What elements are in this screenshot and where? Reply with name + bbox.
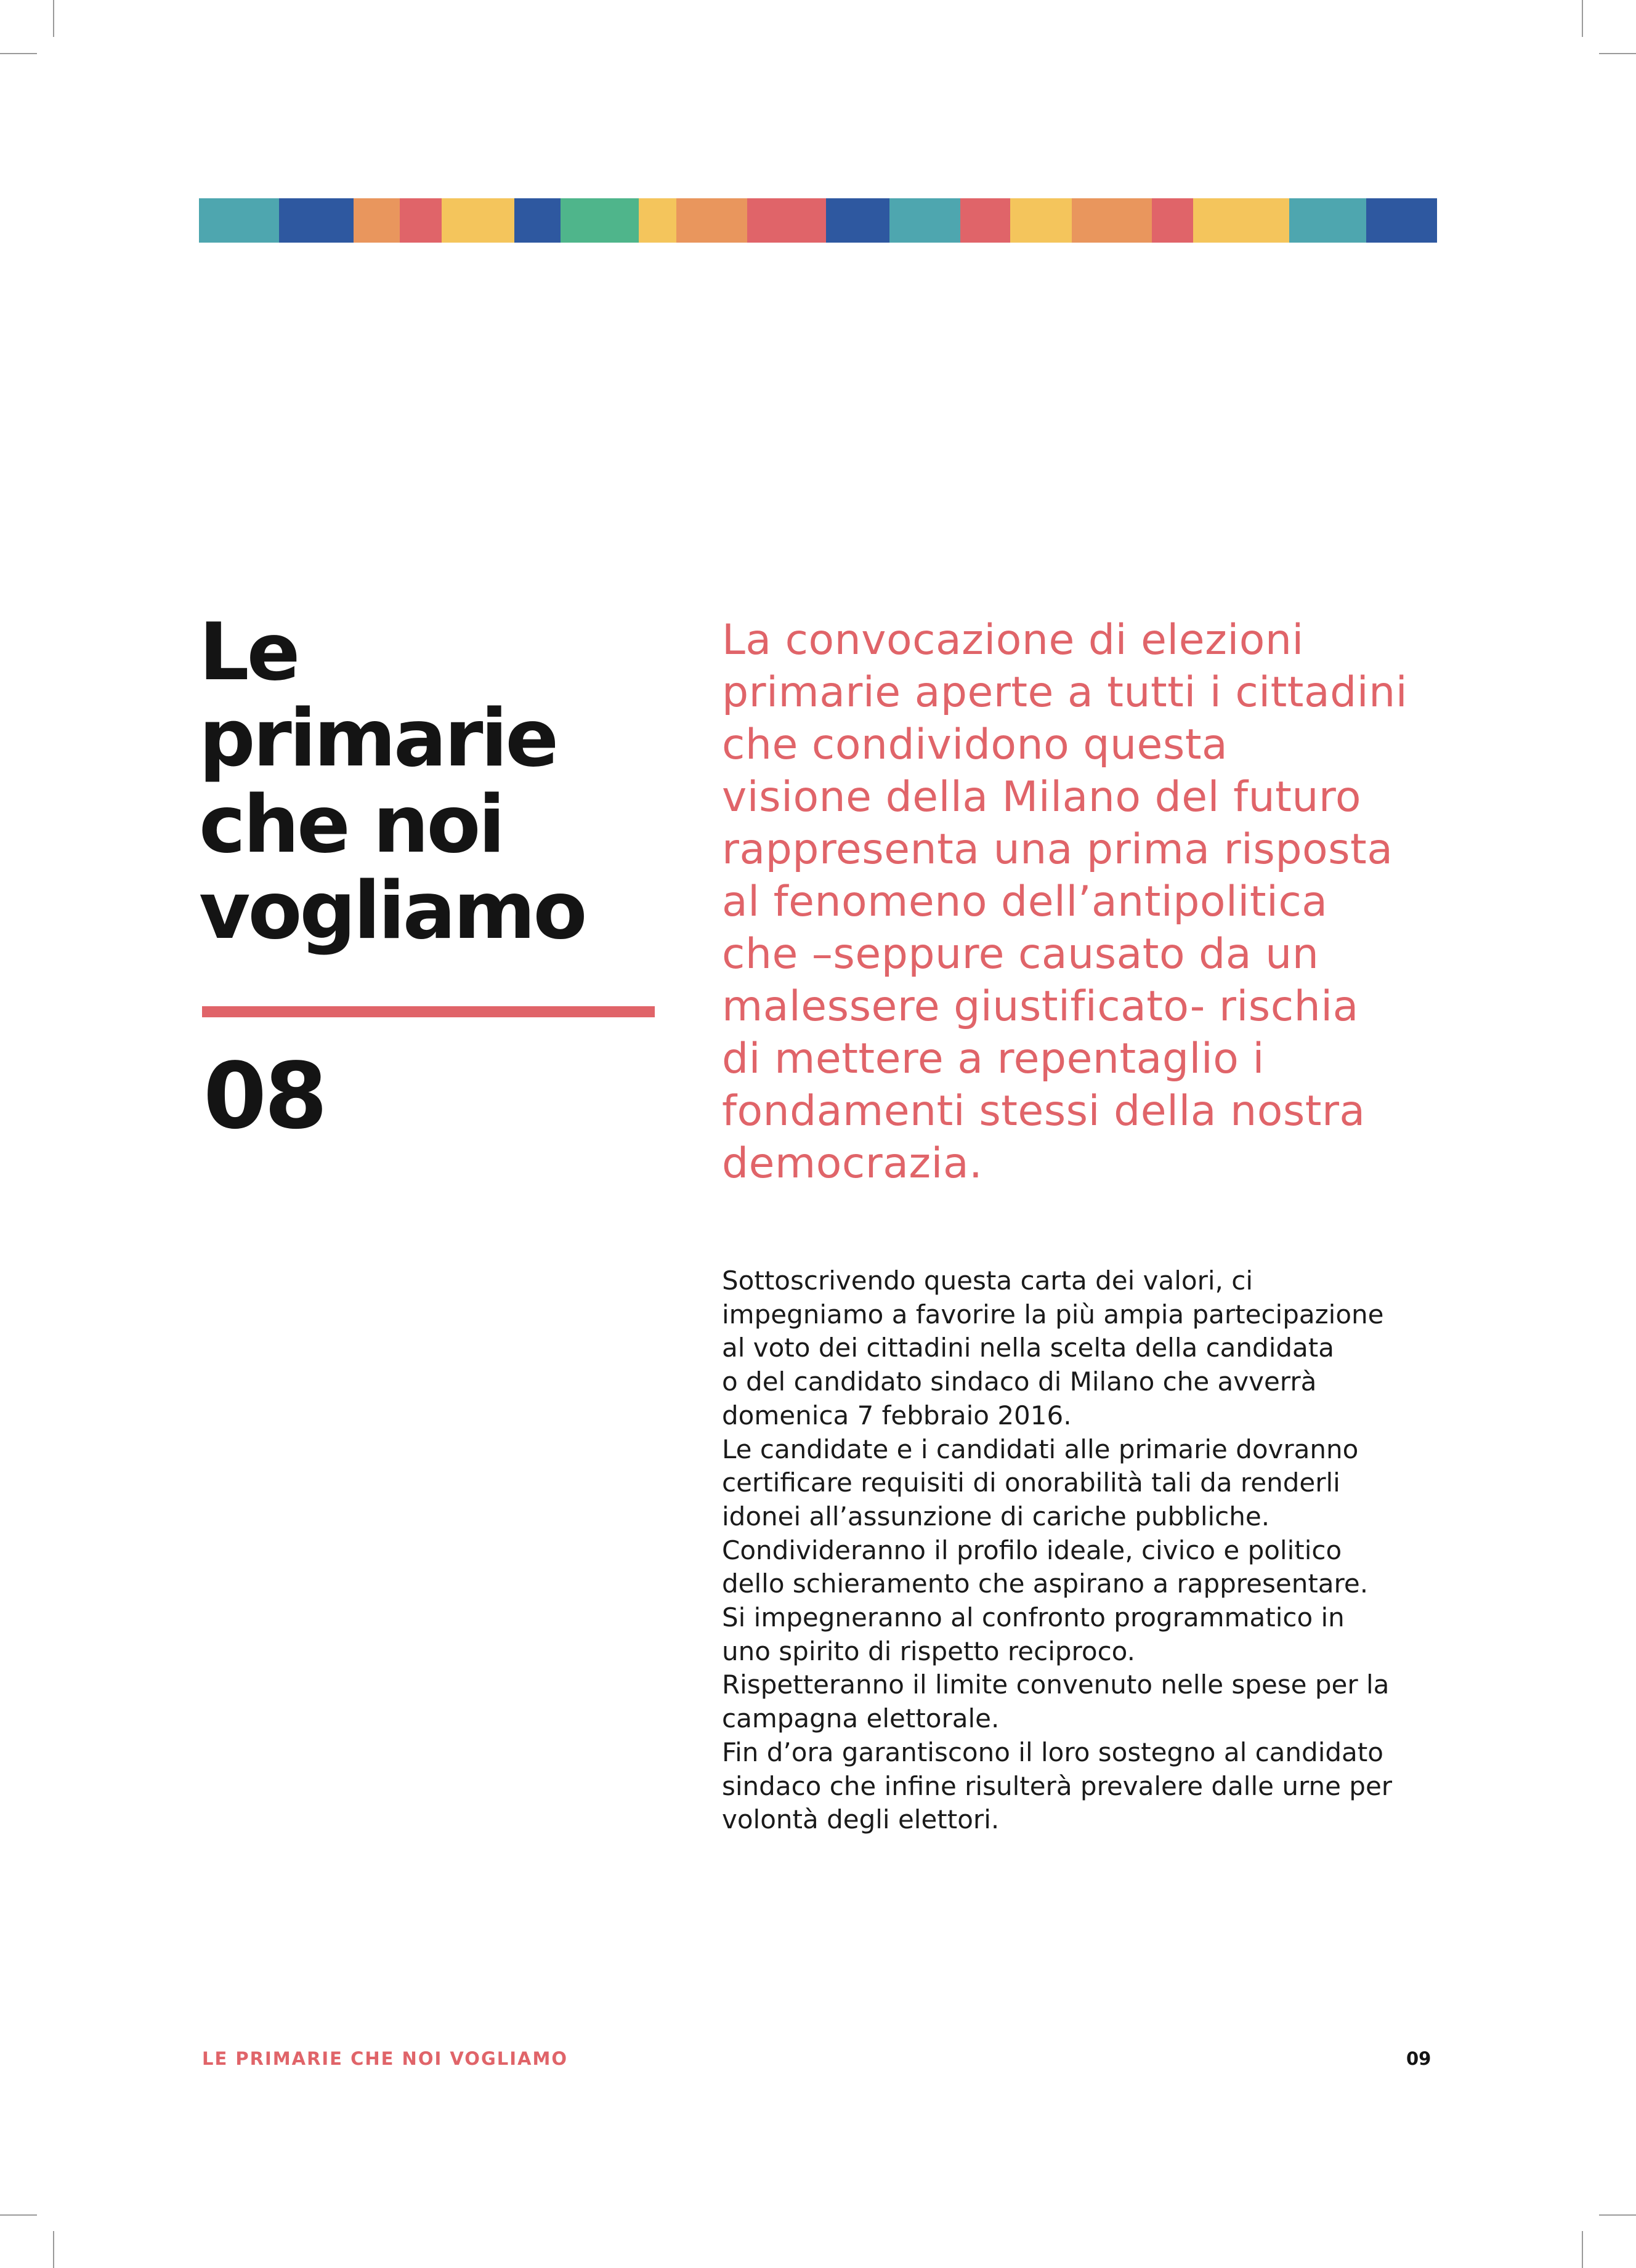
color-stripe-segment (826, 198, 889, 243)
color-stripe-segment (1193, 198, 1289, 243)
color-stripe-segment (1289, 198, 1366, 243)
body-line: domenica 7 febbraio 2016. (722, 1400, 1072, 1431)
lead-line: democrazia. (722, 1139, 983, 1188)
lead-line: malessere giustificato- rischia (722, 982, 1359, 1031)
title-line: vogliamo (199, 865, 585, 957)
body-line: Rispetteranno il limite convenuto nelle spese per la (722, 1669, 1390, 1700)
body-line: impegniamo a favorire la più ampia partecipazione (722, 1299, 1384, 1330)
body-line: Si impegneranno al confronto programmatico in (722, 1602, 1345, 1633)
body-line: Le candidate e i candidati alle primarie dovranno (722, 1434, 1359, 1464)
color-stripe-segment (676, 198, 747, 243)
color-stripe-segment (199, 198, 279, 243)
lead-line: di mettere a repentaglio i (722, 1035, 1265, 1083)
crop-mark (0, 53, 37, 54)
crop-mark (53, 0, 54, 37)
body-line: volontà degli elettori. (722, 1804, 1000, 1835)
body-paragraph (722, 1264, 1449, 1837)
body-line: Fin d’ora garantiscono il loro sostegno al candidato (722, 1737, 1383, 1767)
body-line: idonei all’assunzione di cariche pubbliche. (722, 1501, 1270, 1532)
section-number: 08 (203, 1043, 325, 1149)
color-stripe-segment (561, 198, 639, 243)
color-stripe-segment (400, 198, 442, 243)
page-title (199, 607, 585, 957)
page-number: 09 (1406, 2048, 1432, 2069)
body-line: sindaco che infine risulterà prevalere dalle urne per (722, 1770, 1393, 1801)
color-stripe-segment (747, 198, 826, 243)
crop-mark (1582, 2231, 1583, 2268)
crop-mark (53, 2231, 54, 2268)
crop-mark (1599, 2214, 1636, 2216)
color-stripe-segment (442, 198, 514, 243)
color-stripe-segment (354, 198, 400, 243)
color-stripe-segment (1010, 198, 1072, 243)
crop-mark (1599, 53, 1636, 54)
body-line: dello schieramento che aspirano a rappresentare. (722, 1568, 1369, 1599)
lead-line: primarie aperte a tutti i cittadini (722, 668, 1408, 717)
body-line: campagna elettorale. (722, 1703, 1000, 1734)
body-line: Sottoscrivendo questa carta dei valori, ci (722, 1265, 1253, 1296)
color-stripe-segment (639, 198, 676, 243)
body-line: uno spirito di rispetto reciproco. (722, 1636, 1135, 1666)
body-line: certificare requisiti di onorabilità tali da renderli (722, 1467, 1340, 1498)
body-line: Condivideranno il profilo ideale, civico e politico (722, 1535, 1342, 1565)
crop-mark (0, 2214, 37, 2216)
color-stripe-segment (1366, 198, 1437, 243)
lead-line: visione della Milano del futuro (722, 773, 1361, 821)
lead-line: che condividono questa (722, 720, 1228, 769)
body-line: al voto dei cittadini nella scelta della candidata (722, 1333, 1334, 1363)
crop-mark (1582, 0, 1583, 37)
running-footer-title: LE PRIMARIE CHE NOI VOGLIAMO (202, 2048, 568, 2069)
color-stripe-segment (1072, 198, 1152, 243)
color-stripe-bar (199, 198, 1437, 243)
lead-line: fondamenti stessi della nostra (722, 1087, 1366, 1136)
title-line: Le (199, 607, 298, 698)
lead-line: La convocazione di elezioni (722, 616, 1304, 664)
color-stripe-segment (514, 198, 561, 243)
lead-line: rappresenta una prima risposta (722, 825, 1393, 874)
lead-line: che –seppure causato da un (722, 930, 1319, 979)
color-stripe-segment (960, 198, 1010, 243)
title-line: che noi (199, 779, 503, 871)
color-stripe-segment (889, 198, 960, 243)
accent-divider (202, 1006, 655, 1017)
color-stripe-segment (1152, 198, 1193, 243)
lead-line: al fenomeno dell’antipolitica (722, 878, 1328, 926)
body-line: o del candidato sindaco di Milano che avverrà (722, 1366, 1317, 1397)
lead-paragraph (722, 614, 1449, 1190)
title-line: primarie (199, 693, 557, 785)
color-stripe-segment (279, 198, 353, 243)
